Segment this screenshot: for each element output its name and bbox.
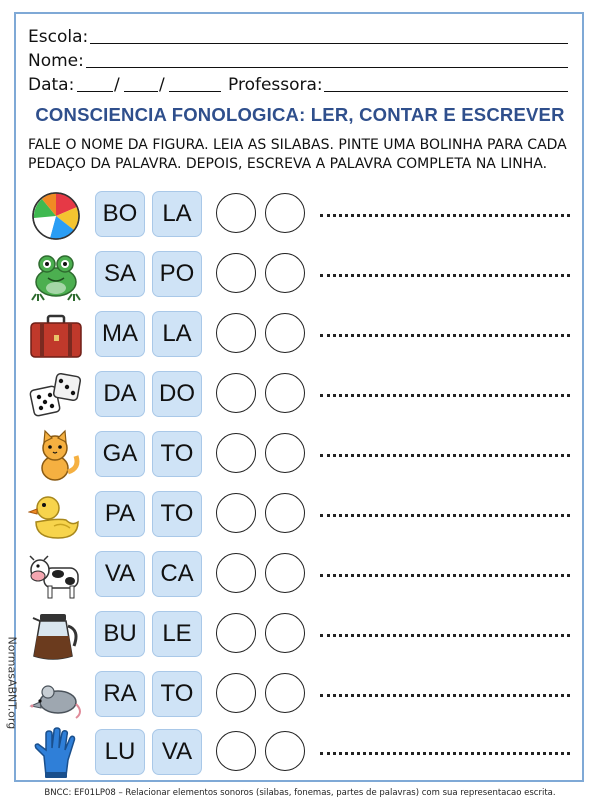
- syllable-box: TO: [152, 671, 202, 717]
- duck-icon: [28, 488, 84, 544]
- syllable-count-circle[interactable]: [265, 253, 305, 293]
- syllable-box: RA: [95, 671, 145, 717]
- syllable-count-circle[interactable]: [216, 731, 256, 771]
- answer-writing-line[interactable]: [320, 214, 570, 217]
- syllable-count-circle[interactable]: [216, 253, 256, 293]
- syllable-box: VA: [152, 729, 202, 775]
- syllable-count-circle[interactable]: [216, 673, 256, 713]
- professora-line[interactable]: [324, 91, 568, 92]
- escola-label: Escola:: [28, 27, 89, 47]
- date-slash-2: /: [159, 75, 165, 95]
- exercise-row: [0, 428, 600, 484]
- syllable-count-circle[interactable]: [265, 731, 305, 771]
- syllable-count-circle[interactable]: [265, 313, 305, 353]
- answer-writing-line[interactable]: [320, 394, 570, 397]
- syllable-count-circle[interactable]: [265, 373, 305, 413]
- cat-icon: [28, 428, 84, 484]
- answer-writing-line[interactable]: [320, 752, 570, 755]
- syllable-box: SA: [95, 251, 145, 297]
- syllable-count-circle[interactable]: [216, 493, 256, 533]
- answer-writing-line[interactable]: [320, 334, 570, 337]
- page-title: CONSCIENCIA FONOLOGICA: LER, CONTAR E ESCREVER: [35, 104, 565, 125]
- date-slash: /: [114, 75, 120, 95]
- syllable-count-circle[interactable]: [265, 553, 305, 593]
- syllable-count-circle[interactable]: [216, 553, 256, 593]
- answer-writing-line[interactable]: [320, 454, 570, 457]
- exercise-row: [0, 726, 600, 782]
- exercise-row: [0, 248, 600, 304]
- syllable-count-circle[interactable]: [265, 673, 305, 713]
- syllable-box: PA: [95, 491, 145, 537]
- exercise-row: [0, 668, 600, 724]
- syllable-box: BO: [95, 191, 145, 237]
- syllable-box: DA: [95, 371, 145, 417]
- syllable-count-circle[interactable]: [216, 613, 256, 653]
- syllable-box: VA: [95, 551, 145, 597]
- exercise-row: [0, 608, 600, 664]
- syllable-count-circle[interactable]: [265, 193, 305, 233]
- syllable-box: LA: [152, 191, 202, 237]
- syllable-count-circle[interactable]: [265, 493, 305, 533]
- syllable-box: TO: [152, 431, 202, 477]
- syllable-box: LU: [95, 729, 145, 775]
- answer-writing-line[interactable]: [320, 574, 570, 577]
- syllable-box: GA: [95, 431, 145, 477]
- cow-icon: [28, 548, 84, 604]
- year-line[interactable]: [169, 91, 221, 92]
- syllable-box: MA: [95, 311, 145, 357]
- month-line[interactable]: [124, 91, 158, 92]
- coffee-pot-icon: [28, 608, 84, 664]
- frog-icon: [28, 248, 84, 304]
- dice-icon: [28, 368, 84, 424]
- syllable-count-circle[interactable]: [265, 433, 305, 473]
- syllable-count-circle[interactable]: [216, 373, 256, 413]
- syllable-box: BU: [95, 611, 145, 657]
- syllable-box: DO: [152, 371, 202, 417]
- answer-writing-line[interactable]: [320, 274, 570, 277]
- side-watermark: NormasABNT.org: [5, 636, 19, 730]
- exercise-row: [0, 488, 600, 544]
- exercise-row: [0, 188, 600, 244]
- beach-ball-icon: [28, 188, 84, 244]
- syllable-box: CA: [152, 551, 202, 597]
- syllable-box: LA: [152, 311, 202, 357]
- escola-line[interactable]: [90, 43, 568, 44]
- syllable-count-circle[interactable]: [216, 193, 256, 233]
- exercise-row: [0, 548, 600, 604]
- glove-icon: [28, 726, 84, 782]
- suitcase-icon: [28, 308, 84, 364]
- nome-label: Nome:: [28, 51, 84, 71]
- answer-writing-line[interactable]: [320, 694, 570, 697]
- instructions: FALE O NOME DA FIGURA. LEIA AS SILABAS. PINTE UMA BOLINHA PARA CADA PEDAÇO DA PALAVRA. DEPOIS, ESCREVA A PALAVRA COMPLETA NA LINHA.: [28, 137, 567, 172]
- answer-writing-line[interactable]: [320, 634, 570, 637]
- data-label: Data:: [28, 75, 75, 95]
- nome-line[interactable]: [86, 67, 568, 68]
- professora-label: Professora:: [228, 75, 323, 95]
- day-line[interactable]: [77, 91, 113, 92]
- syllable-box: LE: [152, 611, 202, 657]
- syllable-count-circle[interactable]: [265, 613, 305, 653]
- syllable-box: TO: [152, 491, 202, 537]
- exercise-row: [0, 368, 600, 424]
- syllable-count-circle[interactable]: [216, 313, 256, 353]
- mouse-icon: [28, 668, 84, 724]
- answer-writing-line[interactable]: [320, 514, 570, 517]
- exercise-row: [0, 308, 600, 364]
- syllable-count-circle[interactable]: [216, 433, 256, 473]
- bncc-footer: BNCC: EF01LP08 – Relacionar elementos sonoros (silabas, fonemas, partes de palavras) com sua representacao escrita.: [44, 788, 556, 798]
- syllable-box: PO: [152, 251, 202, 297]
